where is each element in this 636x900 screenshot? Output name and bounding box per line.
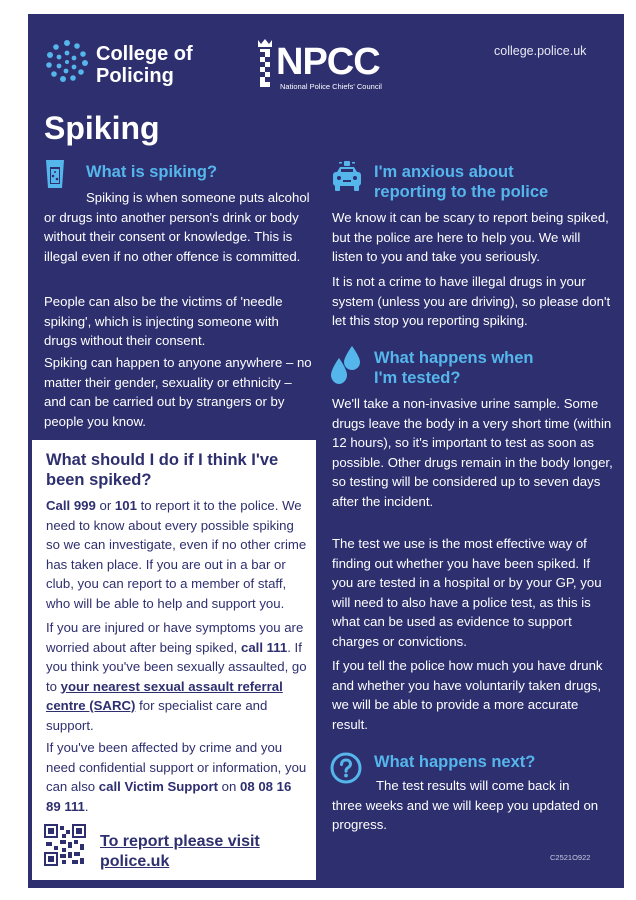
next-heading: What happens next? — [374, 753, 536, 771]
tested-heading-line-1: What happens when — [374, 349, 534, 367]
report-link[interactable] — [100, 832, 260, 872]
what-is-spiking-p2: People can also be the victims of 'needle spiking', which is injecting someone with drugs without their consent. — [44, 294, 283, 348]
what-is-spiking-heading: What is spiking? — [86, 163, 218, 181]
anxious-p1: We know it can be scary to report being spiked, but the police are here to help you. We will listen to you and take you seriously. — [332, 210, 609, 264]
victim-support-number: 08 08 16 89 111 — [46, 779, 292, 814]
report-line-2: police.uk — [100, 853, 170, 870]
anxious-heading-line-1: I'm anxious about — [374, 163, 514, 181]
anxious-heading-line-2: reporting to the police — [374, 183, 549, 201]
tested-p1: We'll take a non-invasive urine sample. Some drugs leave the body in a very short time (within 12 hours), so it's important to test as soon as possible. Other drugs remain in the body longer, so testing will be considered up to seven days after the incident. — [332, 396, 613, 509]
anxious-p2: It is not a crime to have illegal drugs in your system (unless you are driving), so please don't let this stop you reporting spiking. — [332, 274, 611, 328]
npcc-logo-subtext: National Police Chiefs' Council — [280, 82, 382, 91]
box-p2 — [46, 618, 308, 735]
drops-icon — [328, 344, 364, 388]
what-is-spiking-p1: Spiking is when someone puts alcohol or drugs into another person's drink or body without their consent or knowledge. This is illegal even if no other offence is committed. — [44, 190, 310, 264]
page-title: Spiking — [44, 110, 160, 146]
box-p2-a: If you are injured or have symptoms you are worried about after being spiked, — [46, 620, 304, 655]
what-is-spiking-p3: Spiking can happen to anyone anywhere – no matter their gender, sexuality or ethnicity – and can be carried out by strangers or by people you know. — [44, 355, 312, 429]
leaflet-page — [28, 14, 624, 888]
dots-logo-icon — [44, 38, 90, 84]
qr-code-icon[interactable] — [44, 824, 86, 866]
box-p1-rest: to report it to the police. We need to know about every possible spiking so we can investigate, even if no other crime has taken place. If you are out in a bar or club, you can report to a member of staff, who will be able to help and support you. — [46, 498, 307, 611]
box-p3-b: on — [218, 779, 240, 794]
logo-line-2: Policing — [96, 65, 174, 87]
tested-heading — [374, 348, 534, 388]
logo-line-1: College of — [96, 43, 193, 65]
npcc-logo-text: NPCC — [276, 41, 380, 83]
what-should-i-do-box — [32, 440, 316, 880]
call-999-text: Call 999 — [46, 498, 96, 513]
website-url: college.police.uk — [494, 44, 587, 58]
report-line-1: To report please visit — [100, 833, 260, 850]
tested-p2: The test we use is the most effective way of finding out whether you have been spiked. If you are tested in a hospital or by your GP, you will need to also have a police test, as this is what can be used as evidence to support charges or convictions. — [332, 536, 602, 649]
sarc-link[interactable]: your nearest sexual assault referral centre (SARC) — [46, 678, 283, 713]
crest-icon — [254, 38, 276, 90]
glass-icon — [44, 156, 66, 190]
call-101-text: 101 — [114, 498, 137, 513]
what-should-i-do-heading: What should I do if I think I've been spiked? — [46, 451, 279, 489]
box-p2-c: for specialist care and support. — [46, 698, 268, 733]
anxious-heading — [374, 162, 548, 202]
box-p3-a: If you've been affected by crime and you need confidential support or information, you can also — [46, 740, 307, 794]
box-p1 — [46, 496, 308, 613]
police-car-icon — [330, 160, 364, 196]
tested-p3: If you tell the police how much you have drunk and whether you have voluntarily taken drugs, we will be able to provide a more accurate result. — [332, 658, 603, 732]
tested-heading-line-2: I'm tested? — [374, 369, 461, 387]
box-p2-b: . If you think you've been sexually assaulted, go to — [46, 639, 307, 694]
victim-support-text: call Victim Support — [98, 779, 218, 794]
box-p1-or: or — [95, 498, 115, 513]
call-111-text: call 111 — [241, 639, 288, 655]
box-p3 — [46, 738, 308, 816]
college-of-policing-logo — [96, 43, 193, 87]
next-p1: The test results will come back in three weeks and we will keep you updated on progress. — [332, 778, 599, 832]
box-p3-c: . — [84, 798, 89, 814]
document-code: C2521O922 — [550, 853, 591, 862]
